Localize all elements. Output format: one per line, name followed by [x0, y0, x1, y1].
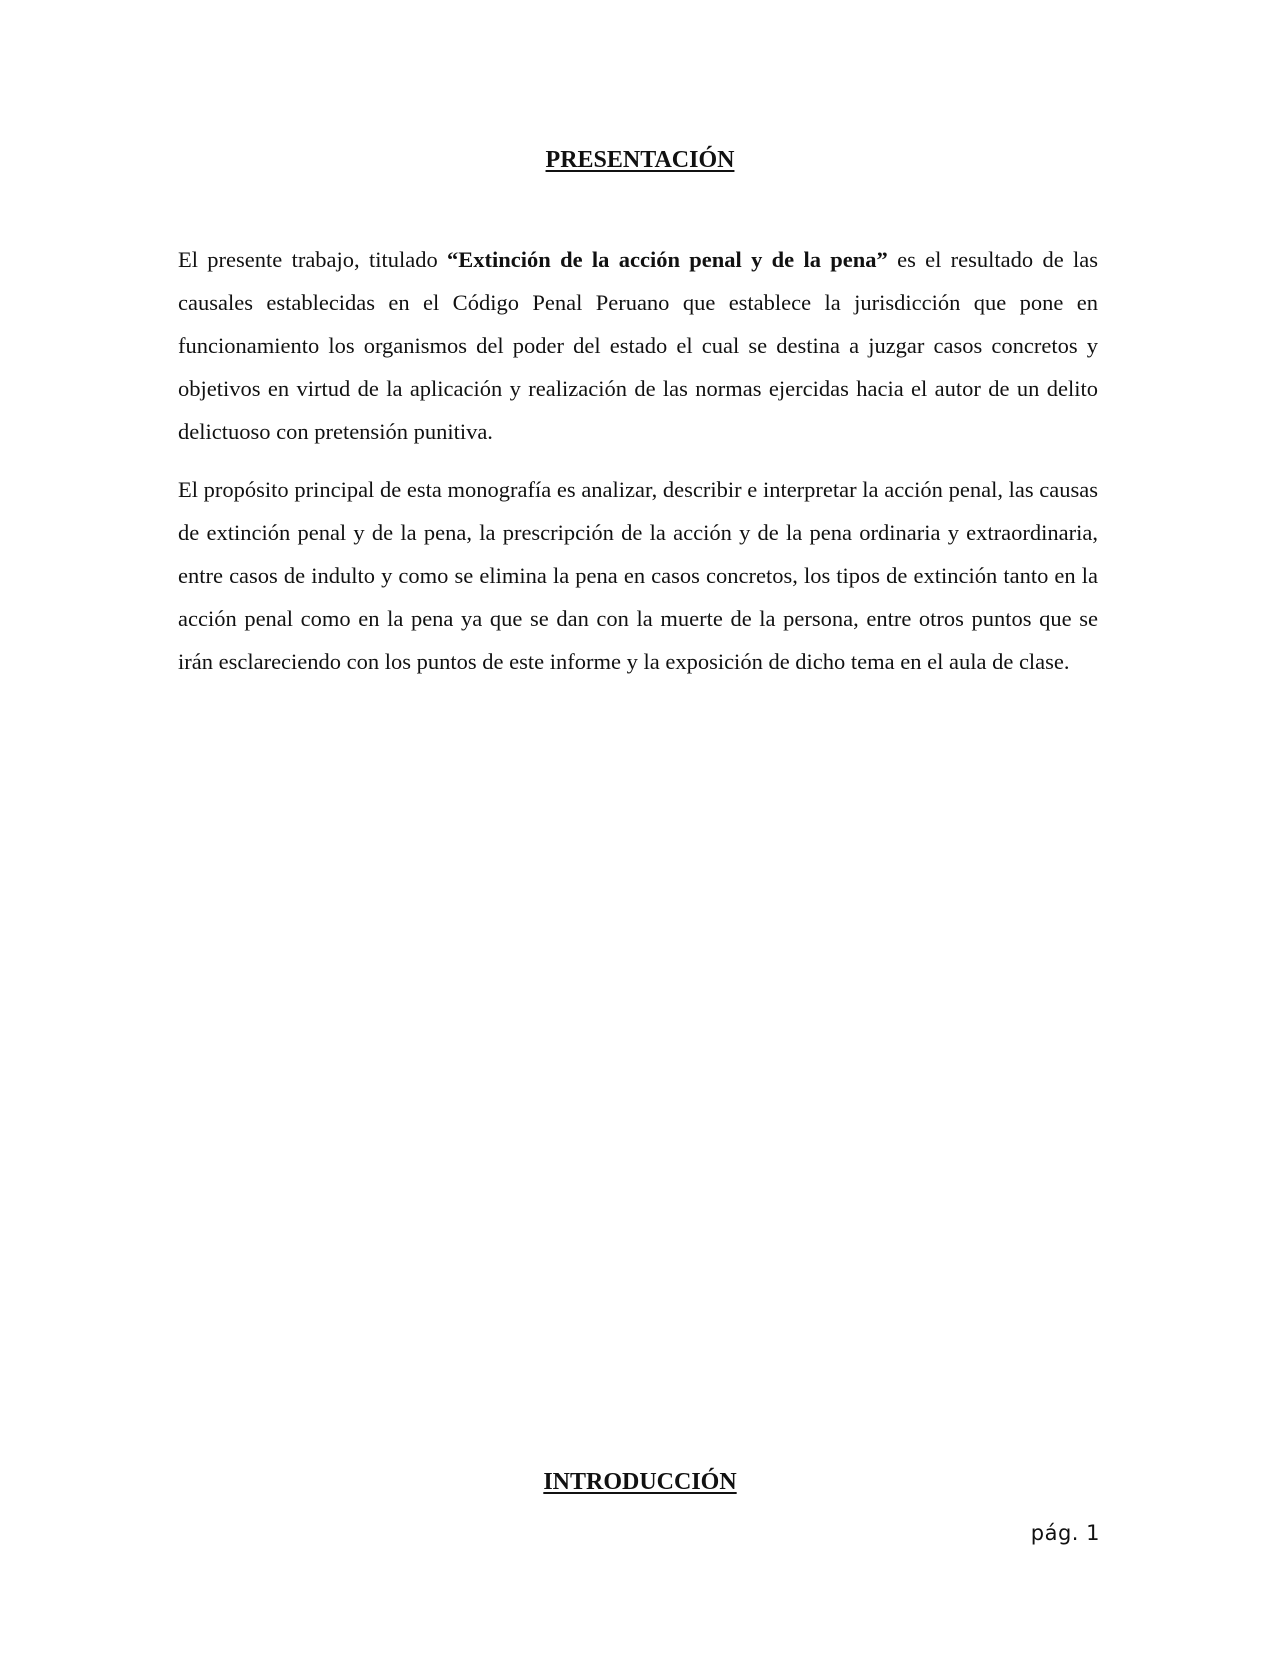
- work-title-bold: “Extinción de la acción penal y de la pena”: [447, 247, 888, 272]
- section-title-introduccion: INTRODUCCIÓN: [543, 1469, 737, 1495]
- paragraph-presentation-2: El propósito principal de esta monografía es analizar, describir e interpretar la acción penal, las causas de extinción penal y de la pena, la prescripción de la acción y de la pena ordinaria y extraordinaria, entre casos de indulto y como se elimina la pena en casos concretos, los tipos de extinción tanto en la acción penal como en la pena ya que se dan con la muerte de la persona, entre otros puntos que se irán esclareciendo con los puntos de este informe y la exposición de dicho tema en el aula de clase.: [178, 477, 1098, 674]
- paragraph-1-intro-text: El presente trabajo, titulado: [178, 247, 448, 272]
- paragraph-presentation-1: [178, 238, 1098, 453]
- paragraph-1-rest-text: es el resultado de las causales establecidas en el Código Penal Peruano que establece la jurisdicción que pone en funcionamiento los organismos del poder del estado el cual se destina a juzgar casos concretos y objetivos en virtud de la aplicación y realización de las normas ejercidas hacia el autor de un delito delictuoso con pretensión punitiva.: [178, 247, 1099, 444]
- section-title-presentacion: PRESENTACIÓN: [545, 147, 735, 173]
- page-number: pág. 1: [1030, 1521, 1100, 1545]
